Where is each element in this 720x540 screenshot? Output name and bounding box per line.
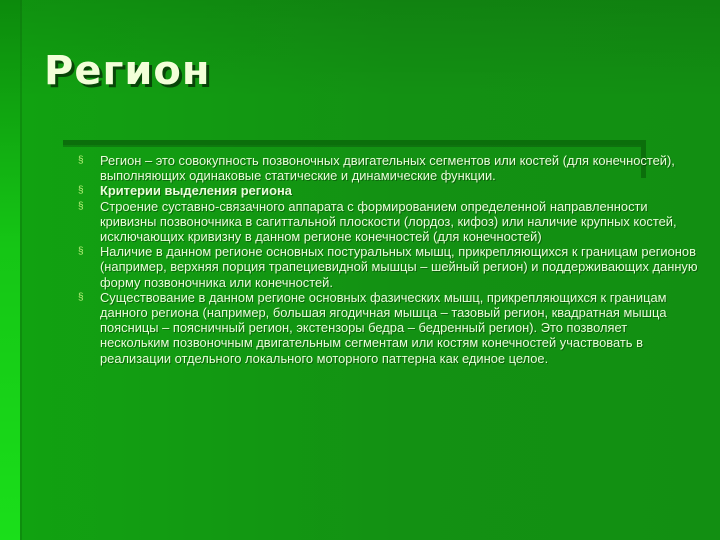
criterion-postural-text: Наличие в данном регионе основных постуральных мышц, прикрепляющихся к границам регионов (например, верхняя порция трапециевидной мышцы – шейный регион) и поддерживающих данную форму позвоночника или конечностей. [100,244,698,290]
region-term: Регион [100,153,142,168]
bullet-list [78,153,698,366]
section-sign-icon: § [78,246,84,258]
section-sign-icon: § [78,185,84,197]
left-accent-edge [20,0,22,540]
slide-title: Регион [44,48,211,94]
criterion-phasic-text: Существование в данном регионе основных фазических мышц, прикрепляющихся к границам данного региона (например, большая ягодичная мышца – тазовый регион, квадратная мышца поясницы – поясничный регион, экстензоры бедра – бедренный регион). Это позволяет нескольким позвоночным двигательным сегментам или костям конечностей участвовать в реализации отдельного локального моторного паттерна как единое целое. [100,289,667,366]
section-sign-icon: § [78,155,84,166]
list-item-criteria-heading [78,183,698,198]
criterion-structure-text: Строение суставно-связачного аппарата с формированием определенной направленности кривизны позвоночника в сагиттальной плоскости (лордоз, кифоз) или наличие крупных костей, исключающих кривизну в данном регионе конечностей (для конечностей) [100,198,677,245]
left-accent-bar [0,0,20,540]
criteria-heading: Критерии выделения региона [100,183,292,199]
list-item-criterion-postural [78,244,698,290]
list-item-criterion-structure [78,199,698,245]
title-divider [63,140,646,145]
section-sign-icon: § [78,200,84,212]
list-item-definition [78,153,698,183]
region-definition: – это совокупность позвоночных двигательных сегментов или костей (для конечностей), выполняющих одинаковые статические и динамические функции. [100,153,675,184]
section-sign-icon: § [78,291,84,303]
list-item-criterion-phasic [78,290,698,366]
